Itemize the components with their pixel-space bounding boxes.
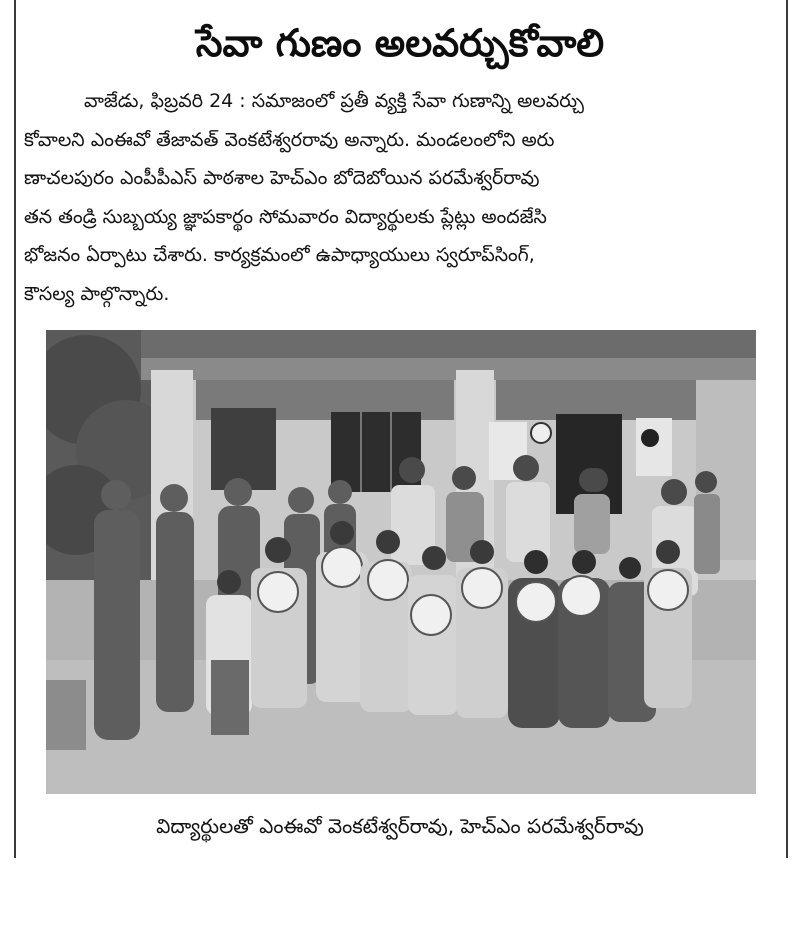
- news-photo: [46, 330, 756, 794]
- photo-caption: విద్యార్థులతో ఎంఈవో వెంకటేశ్వర్‌రావు, హెచ్‌ఎం పరమేశ్వర్‌రావు: [156, 814, 644, 838]
- body-line: భోజనం ఏర్పాటు చేశారు. కార్యక్రమంలో ఉపాధ్యాయులు స్వరూప్‌సింగ్,: [24, 244, 535, 266]
- body-line: ణాచలపురం ఎంపీపీఎస్ పాఠశాల హెచ్ఎం బోదెబోయిన పరమేశ్వర్‌రావు: [24, 167, 540, 189]
- column-rule-right: [786, 0, 788, 858]
- headline: సేవా గుణం అలవర్చుకోవాలి: [195, 21, 605, 65]
- body-line: కౌసల్య పాల్గొన్నారు.: [24, 282, 170, 305]
- photo-illustration: [46, 330, 756, 794]
- column-rule-left: [14, 0, 16, 858]
- body-line: తన తండ్రి సుబ్బయ్య జ్ఞాపకార్థం సోమవారం విద్యార్థులకు ప్లేట్లు అందజేసి: [24, 205, 547, 228]
- body-line: కోవాలని ఎంఈవో తేజావత్ వెంకటేశ్వరరావు అన్నారు. మండలంలోని అరు: [24, 128, 555, 151]
- body-line: వాజేడు, ఫిబ్రవరి 24 : సమాజంలో ప్రతీ వ్యక్తి సేవా గుణాన్ని అలవర్చు: [84, 90, 585, 112]
- article-body: [24, 82, 770, 313]
